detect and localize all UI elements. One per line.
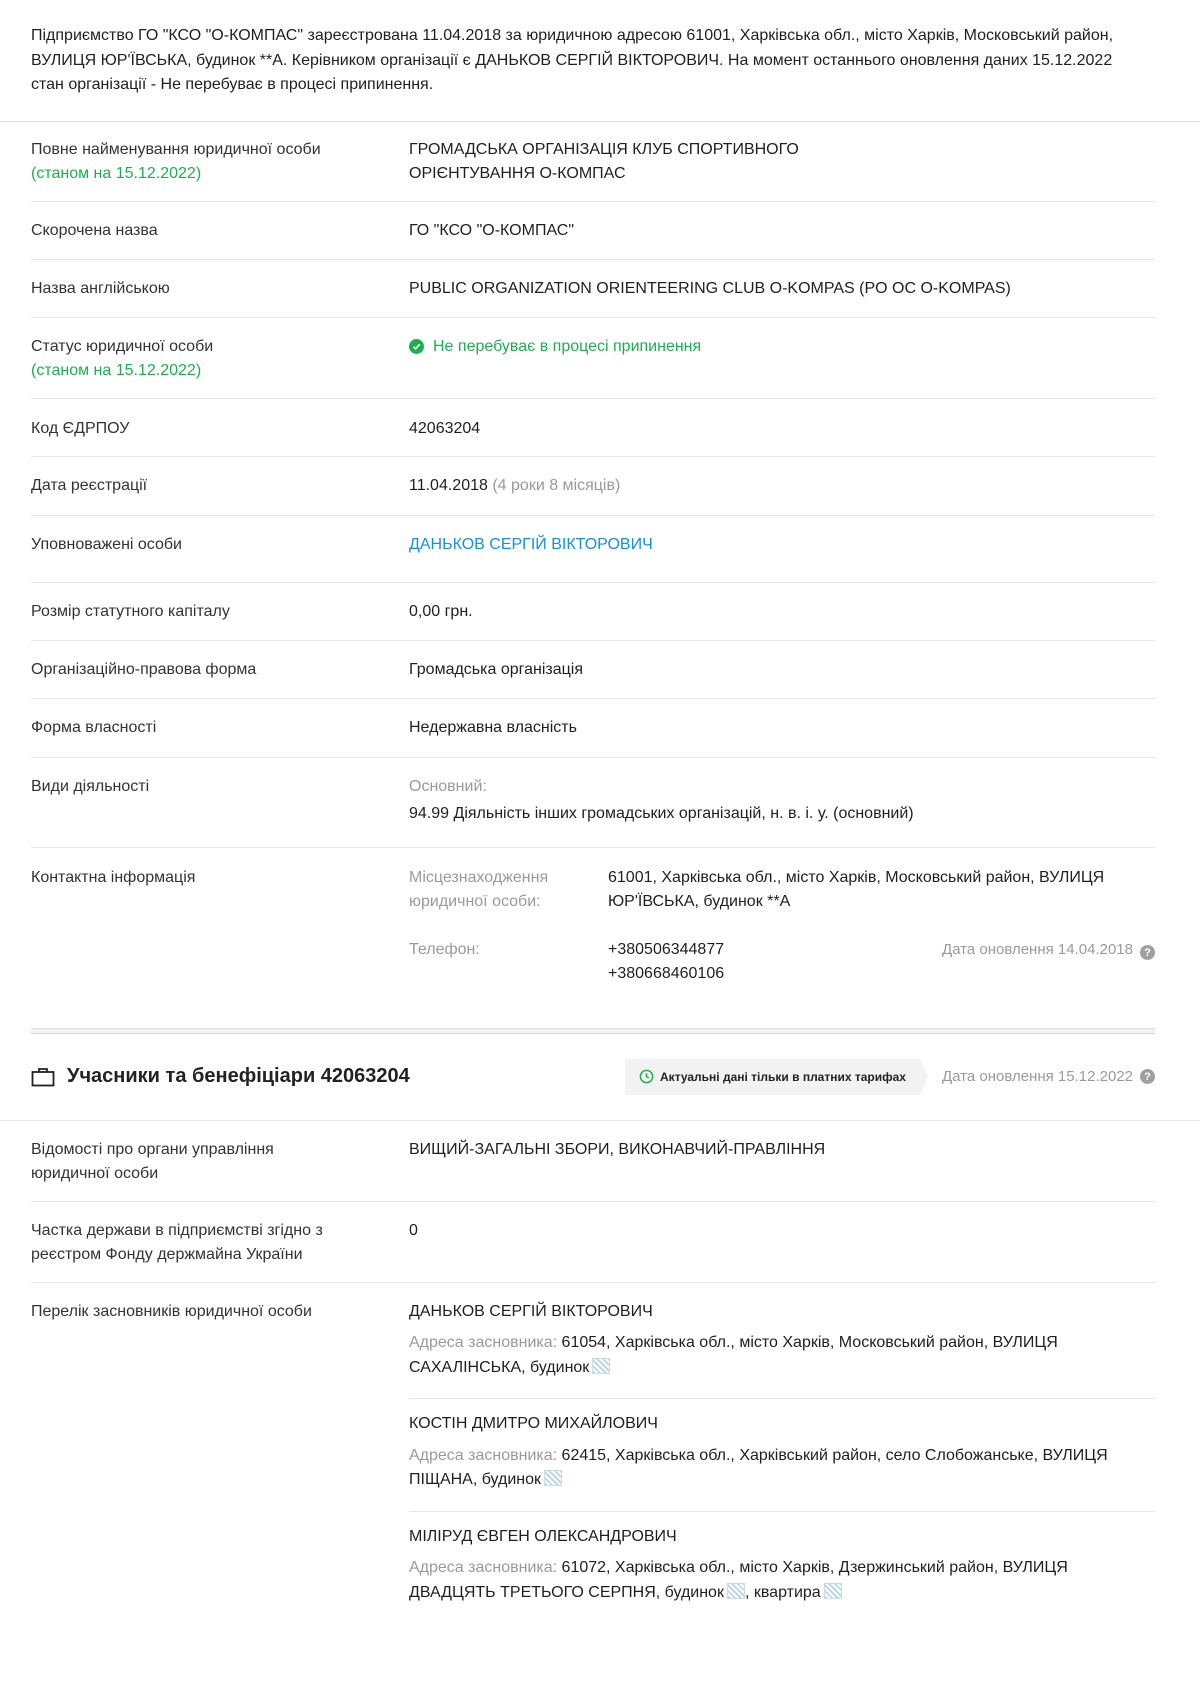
row-activities [31, 758, 1155, 848]
members-section-header [0, 1034, 1200, 1121]
legal-form-label: Організаційно-правова форма [31, 660, 257, 678]
edrpou-value: 42063204 [409, 419, 481, 437]
row-capital [31, 583, 1155, 641]
capital-value: 0,00 грн. [409, 602, 473, 620]
founder-name: МІЛІРУД ЄВГЕН ОЛЕКСАНДРОВИЧ [409, 1527, 677, 1545]
status-badge [409, 335, 1155, 360]
ownership-label: Форма власності [31, 718, 157, 736]
ownership-value: Недержавна власність [409, 718, 577, 736]
registration-date-value: 11.04.2018 [409, 476, 488, 494]
founder-name: ДАНЬКОВ СЕРГІЙ ВІКТОРОВИЧ [409, 1302, 653, 1320]
redacted-icon[interactable] [727, 1583, 745, 1599]
row-full-name [31, 122, 1155, 202]
founder-item [409, 1399, 1155, 1512]
activities-primary-label: Основний: [409, 777, 487, 795]
short-name-value: ГО "КСО "О-КОМПАС" [409, 221, 574, 239]
capital-label: Розмір статутного капіталу [31, 602, 230, 620]
english-name-value: PUBLIC ORGANIZATION ORIENTEERING CLUB O-KOMPAS (PO OC O-KOMPAS) [409, 279, 1011, 297]
founder-address: 62415, Харківська обл., Харківський район, село Слобожанське, ВУЛИЦЯ ПІЩАНА, будинок [409, 1446, 1108, 1488]
state-share-label: Частка держави в підприємстві згідно з реєстром Фонду держмайна України [31, 1221, 323, 1263]
briefcase-icon [31, 1067, 55, 1087]
founders-list [409, 1287, 1155, 1624]
row-contact [31, 848, 1155, 1028]
registration-date-label: Дата реєстрації [31, 476, 148, 494]
paid-data-badge[interactable] [625, 1059, 920, 1095]
status-label: Статус юридичної особи [31, 337, 214, 355]
row-state-share [31, 1202, 1155, 1283]
row-status [31, 318, 1155, 399]
activities-primary-value: 94.99 Діяльність інших громадських організацій, н. в. і. у. (основний) [409, 805, 914, 822]
members-updated-date: Дата оновлення 15.12.2022 [941, 1068, 1133, 1085]
help-icon[interactable]: ? [1140, 1069, 1155, 1084]
location-label: Місцезнаходження юридичної особи: [409, 868, 549, 910]
governance-value: ВИЩИЙ-ЗАГАЛЬНІ ЗБОРИ, ВИКОНАВЧИЙ-ПРАВЛІННЯ [409, 1140, 826, 1158]
status-value: Не перебуває в процесі припинення [433, 337, 702, 355]
contact-phone [409, 938, 1155, 987]
founder-address-tail: , квартира [744, 1583, 821, 1601]
founder-item [409, 1287, 1155, 1400]
redacted-icon[interactable] [544, 1470, 562, 1486]
row-registration-date [31, 457, 1155, 516]
row-authorized-persons [31, 516, 1155, 583]
registration-age: (4 роки 8 місяців) [492, 476, 621, 494]
founder-address-label: Адреса засновника: [409, 1559, 558, 1576]
row-edrpou [31, 399, 1155, 457]
row-english-name [31, 260, 1155, 318]
details-section [0, 122, 1200, 1028]
state-share-value: 0 [409, 1221, 418, 1239]
phone-label: Телефон: [409, 940, 480, 958]
row-short-name [31, 202, 1155, 260]
contact-updated-date: Дата оновлення 14.04.2018 [941, 940, 1133, 958]
full-name-label: Повне найменування юридичної особи [31, 140, 321, 158]
members-section [0, 1121, 1200, 1624]
short-name-label: Скорочена назва [31, 221, 158, 239]
paid-data-badge-label: Актуальні дані тільки в платних тарифах [660, 1069, 906, 1084]
founder-name: КОСТІН ДМИТРО МИХАЙЛОВИЧ [409, 1415, 658, 1432]
row-legal-form [31, 641, 1155, 699]
clock-icon [639, 1069, 654, 1084]
row-ownership [31, 699, 1155, 758]
founder-address-label: Адреса засновника: [409, 1334, 558, 1351]
help-icon[interactable]: ? [1140, 945, 1155, 960]
founder-address: 61072, Харківська обл., місто Харків, Дзержинський район, ВУЛИЦЯ ДВАДЦЯТЬ ТРЕТЬОГО СЕРПНЯ, будинок [409, 1559, 1068, 1601]
row-governance [31, 1121, 1155, 1202]
founder-address: 61054, Харківська обл., місто Харків, Московський район, ВУЛИЦЯ САХАЛІНСЬКА, будинок [409, 1334, 1058, 1376]
phone-1[interactable]: +380506344877 [608, 940, 725, 958]
status-date-note: (станом на 15.12.2022) [31, 362, 202, 379]
phone-2[interactable]: +380668460106 [608, 965, 725, 982]
edrpou-label: Код ЄДРПОУ [31, 419, 130, 437]
founder-address-label: Адреса засновника: [409, 1446, 558, 1464]
full-name-date-note: (станом на 15.12.2022) [31, 165, 202, 182]
contact-location [409, 866, 1155, 915]
authorized-person-link[interactable]: ДАНЬКОВ СЕРГІЙ ВІКТОРОВИЧ [409, 535, 653, 553]
check-circle-icon [409, 339, 424, 354]
members-title: Учасники та бенефіціари 42063204 [67, 1065, 410, 1087]
redacted-icon[interactable] [592, 1358, 610, 1374]
governance-label: Відомості про органи управління юридичної особи [31, 1140, 274, 1182]
activities-label: Види діяльності [31, 777, 150, 795]
location-value: 61001, Харківська обл., місто Харків, Московський район, ВУЛИЦЯ ЮР'ЇВСЬКА, будинок **А [608, 868, 1105, 910]
full-name-value: ГРОМАДСЬКА ОРГАНІЗАЦІЯ КЛУБ СПОРТИВНОГО ОРІЄНТУВАННЯ О-КОМПАС [409, 140, 799, 182]
row-founders [31, 1283, 1155, 1624]
english-name-label: Назва англійською [31, 279, 170, 297]
authorized-persons-label: Уповноважені особи [31, 535, 182, 553]
legal-form-value: Громадська організація [409, 660, 584, 678]
company-summary: Підприємство ГО "КСО "О-КОМПАС" зареєстрована 11.04.2018 за юридичною адресою 61001, Харківська обл., місто Харків, Московський район, ВУЛИЦЯ ЮР'ЇВСЬКА, будинок **А. Керівником організації є ДАНЬКОВ СЕРГІЙ ВІКТОРОВИЧ. На момент останнього оновлення даних 15.12.2022 стан організації - Не перебуває в процесі припинення. [0, 0, 1200, 122]
redacted-icon[interactable] [824, 1583, 842, 1599]
founder-item [409, 1512, 1155, 1624]
contact-label: Контактна інформація [31, 868, 196, 886]
founders-label: Перелік засновників юридичної особи [31, 1302, 312, 1320]
